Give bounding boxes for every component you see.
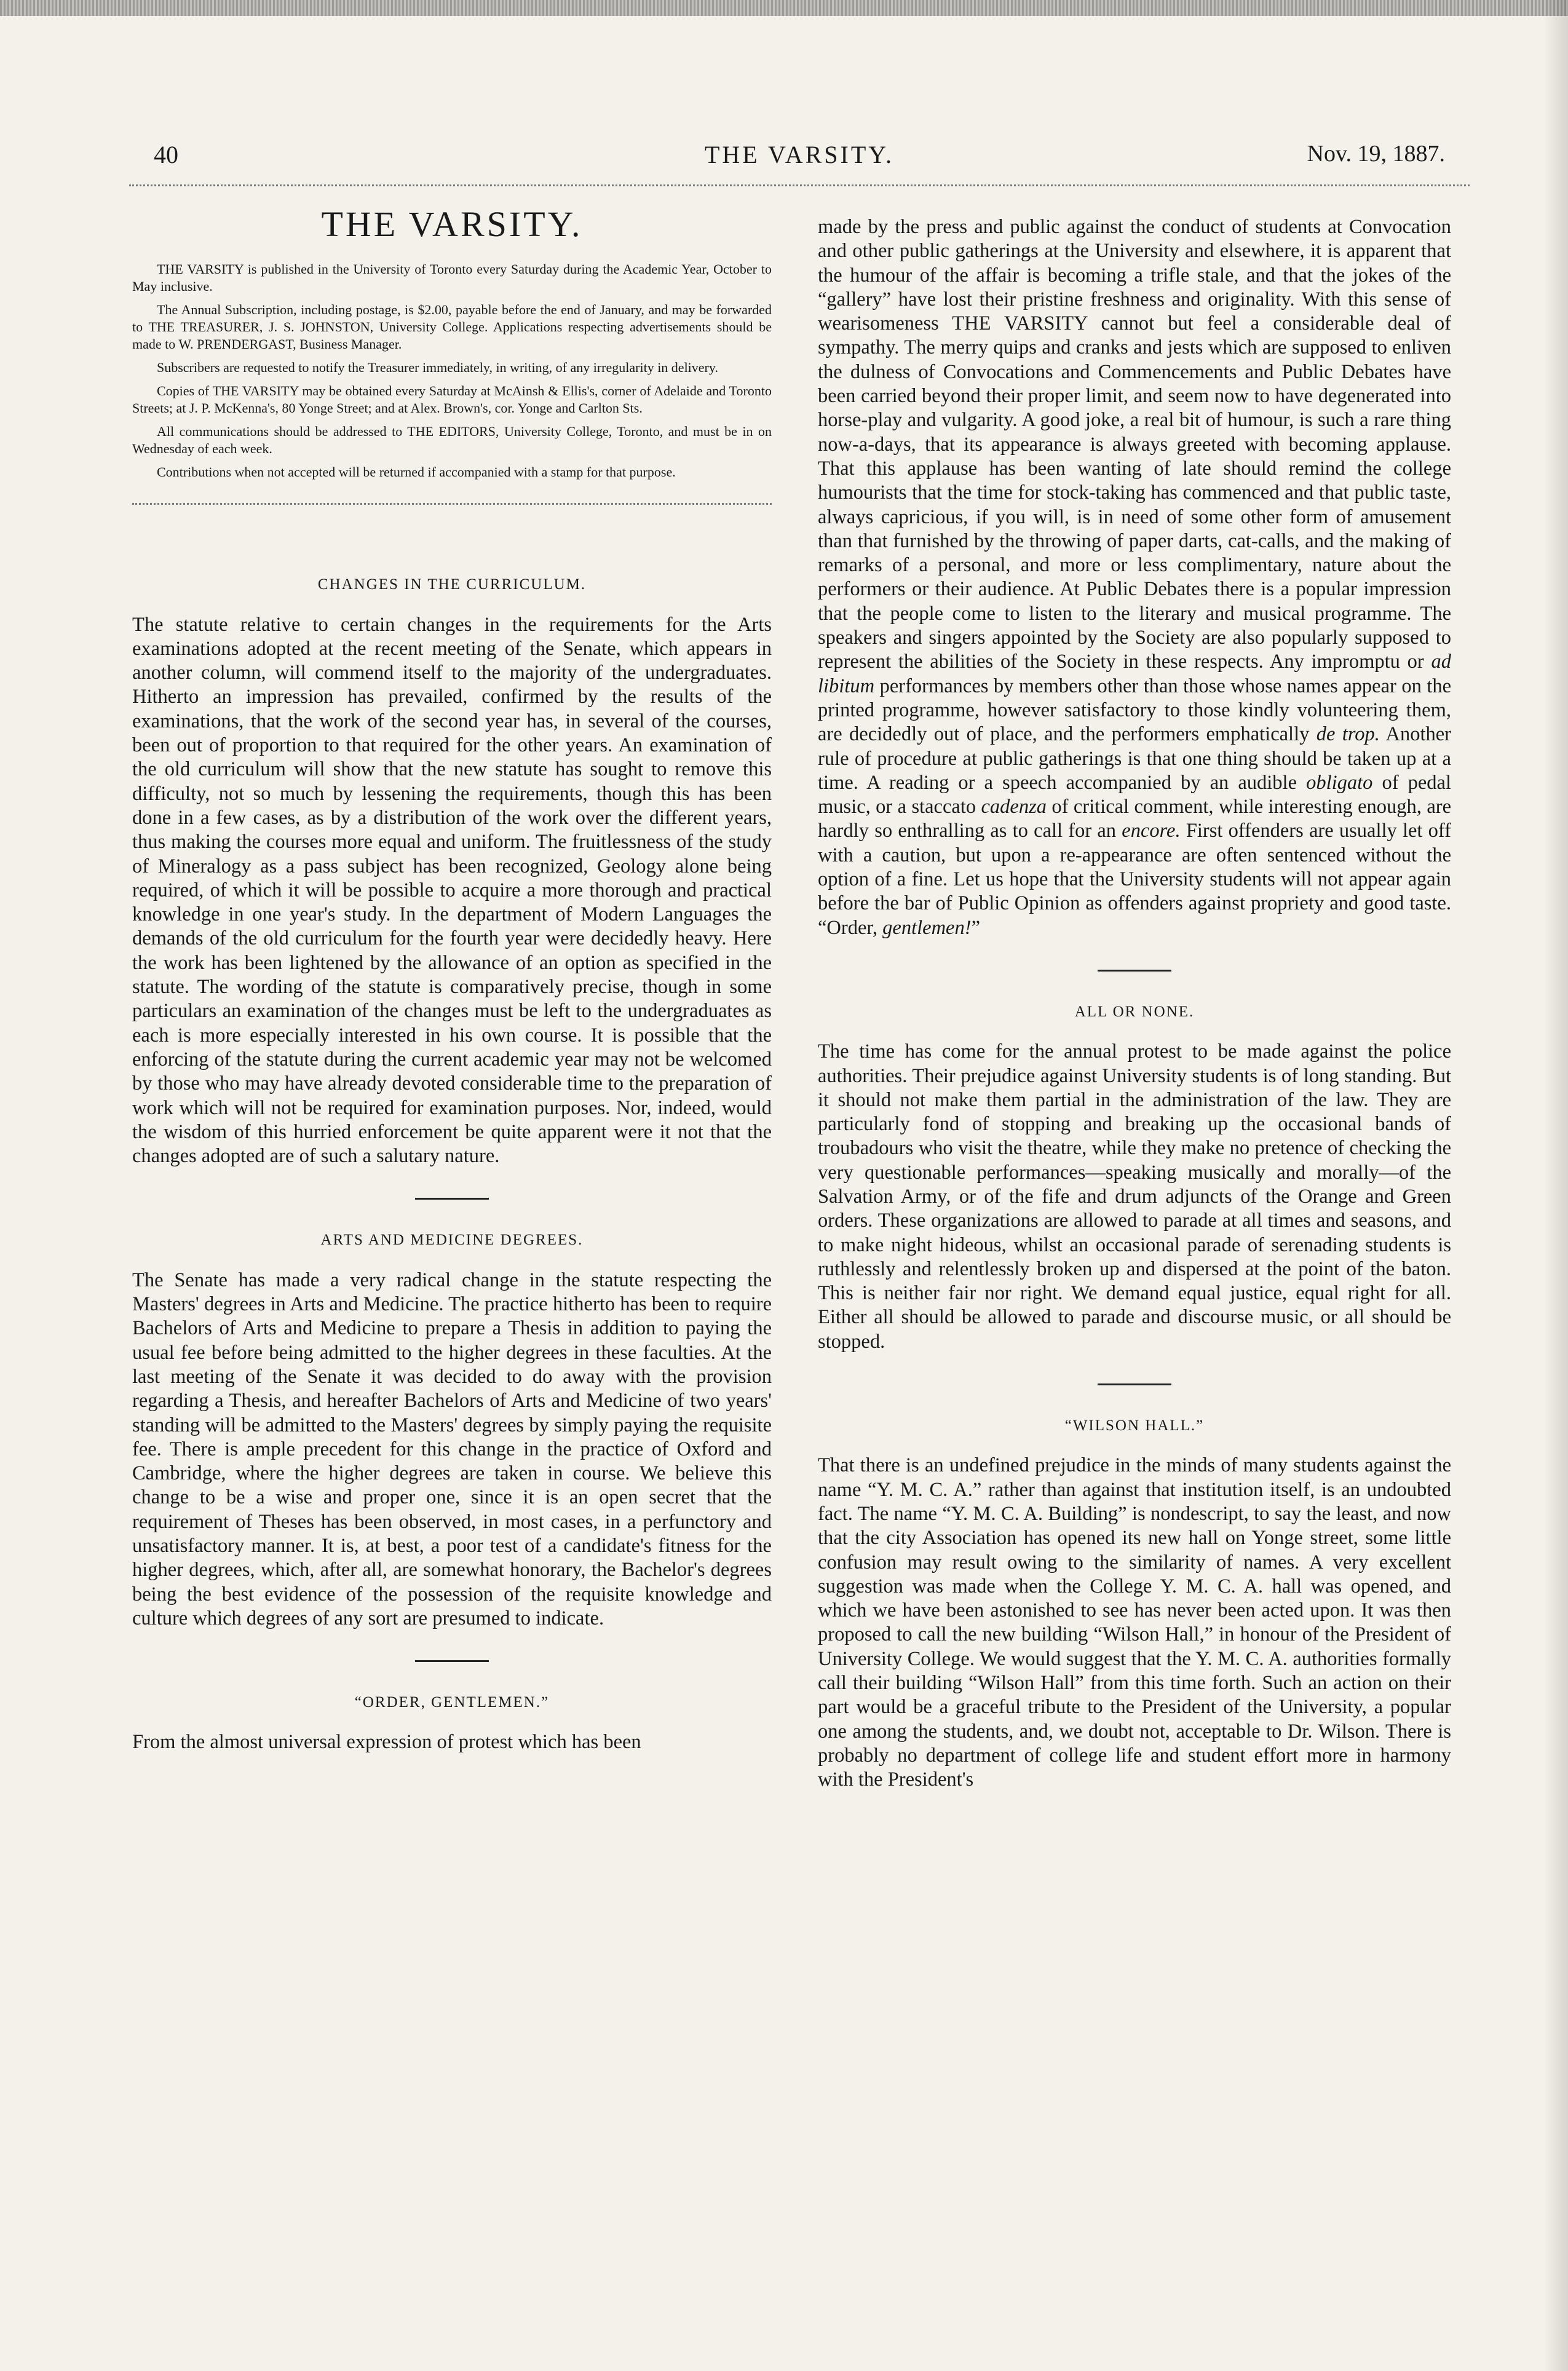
text-run: ” [971, 916, 980, 939]
masthead-rule [132, 503, 772, 505]
italic-run: ad libitum [818, 651, 1451, 697]
italic-run: obligato [1306, 771, 1373, 794]
article-body: The Senate has made a very radical change in the statute respecting the Masters' degrees in Arts and Medicine. The practice hitherto has been to require Bachelors of Arts and Medicine to prepare a Thesis in addition to paying the usual fee before being admitted to the higher degrees in these faculties. At the last meeting of the Senate it was decided to do away with the provision regarding a Thesis, and hereafter Bachelors of Arts and Medicine of two years' standing will be admitted to the Masters' degrees by simply paying the requisite fee. There is ample precedent for this change in the practice of Oxford and Cambridge, where the higher degrees are taken in course. We believe this change to be a wise and proper one, since it is an open secret that the requirement of Theses has been observed, in most cases, in a perfunctory and unsatisfactory manner. It is, at best, a poor test of a candidate's fitness for the higher degrees, which, after all, are somewhat honorary, the Bachelor's degrees being the best evidence of the possession of the requisite knowledge and culture which degrees of any sort are presumed to indicate. [132, 1269, 772, 1629]
top-edge-border [0, 0, 1568, 16]
italic-run: cadenza [981, 796, 1047, 818]
masthead-notice: Contributions when not accepted will be returned if accompanied with a stamp for that purpose. [157, 464, 676, 480]
article-body: The time has come for the annual protest to be made against the police authorities. Their prejudice against University students is of long standing. But it should not make them partial in the administration of the law. They are particularly fond of stopping and breaking up the occasional bands of troubadours who visit the theatre, while they make no pretence of checking the very questionable performances—speaking musically and morally—of the Salvation Army, or of the fife and drum adjuncts of the Orange and Green orders. These organizations are allowed to parade at all times and seasons, and to make night hideous, whilst an occasional parade of serenading students is ruthlessly and relentlessly broken up and dispersed at the point of the baton. This is neither fair nor right. We demand equal justice, equal right for all. Either all should be allowed to parade and discourse music, or all should be stopped. [818, 1040, 1451, 1353]
section-divider [1098, 970, 1171, 972]
text-run: of pedal music, or a staccato [818, 771, 1452, 818]
article-body: That there is an undefined prejudice in the minds of many students against the name “Y. M. C. A.” rather than against that institution itself, is an undoubted fact. The name “Y. M. C. A. Building” is nondescript, to say the least, and now that the city Association has opened its new hall on Yonge street, some little confusion may result owing to the similarity of names. A very excellent suggestion was made when the College Y. M. C. A. hall was opened, and which we have been astonished to see has never been acted upon. It was then proposed to call the new building “Wilson Hall,” in honour of the President of University College. We would suggest that the Y. M. C. A. authorities formally call their building “Wilson Hall” from this time forth. Such an action on their part would be a graceful tribute to the President of the University, a popular one among the students, and, we doubt not, acceptable to Dr. Wilson. There is probably no department of college life and student effort more in harmony with the President's [818, 1454, 1451, 1791]
text-run: performances by members other than those whose names appear on the printed programme, however satisfactory to those kindly volunteering them, are decidedly out of place, and the performers emphatically [818, 675, 1451, 746]
article-body: The statute relative to certain changes in the requirements for the Arts examinations adopted at the recent meeting of the Senate, which appears in another column, will commend itself to the majority of the undergraduates. Hitherto an impression has prevailed, confirmed by the results of the examinations, that the work of the second year has, in several of the courses, been out of proportion to that required for the other years. An examination of the old curriculum will show that the new statute has sought to remove this difficulty, not so much by lessening the requirements, though this has been done in a few cases, as by a distribution of the work over the different years, thus making the courses more equal and uniform. The fruitlessness of the study of Mineralogy as a pass subject has been recognized, Geology alone being required, of which it will be possible to acquire a more thorough and practical knowledge in one year's study. In the department of Modern Languages the demands of the old curriculum for the fourth year were decidedly heavy. Here the work has been lightened by the allowance of an option as specified in the statute. The wording of the statute is comparatively precise, though in some particulars an examination of the changes must be left to the undergraduates as each is more especially interested in his own course. It is possible that the enforcing of the statute during the current academic year may not be welcomed by those who may have already devoted considerable time to the preparation of work which will not be required for examination purposes. Nor, indeed, would the wisdom of this hurried enforcement be quite apparent were it not that the changes adopted are of such a salutary nature. [132, 613, 772, 1168]
text-run: of critical comment, while interesting enough, are hardly so enthralling as to call for an [818, 796, 1451, 842]
section-divider [1098, 1383, 1171, 1385]
article-title: ALL OR NONE. [1074, 1003, 1195, 1020]
section-divider [415, 1660, 489, 1662]
masthead-notice: All communications should be addressed to THE EDITORS, University College, Toronto, and must be in on Wednesday of each week. [132, 424, 772, 457]
text-run: made by the press and public against the conduct of students at Convocation and other public gatherings at the University and elsewhere, it is apparent that the humour of the affair is becoming a trifle stale, and that the jokes of the “gallery” have lost their pristine freshness and originality. With this sense of wearisomeness THE VARSITY cannot but feel a considerable deal of sympathy. The merry quips and cranks and jests which are supposed to enliven the dulness of Convocations and Commencements and Public Debates have been carried beyond their proper limit, and seem now to have degenerated into horse-play and vulgarity. A good joke, a real bit of humour, is such a rare thing now-a-days, that its appearance is always greeted with becoming applause. That this applause has been wanting of late should remind the college humourists that the time for stock-taking has commenced and that public taste, always capricious, if you will, is in need of some other form of amusement than that furnished by the throwing of paper darts, cat-calls, and the making of remarks of a personal, and more or less complimentary, nature about the performers or their audience. At Public Debates there is a popular impression that the people come to listen to the literary and musical programme. The speakers and singers appointed by the Society are also popularly supposed to represent the abilities of the Society in these respects. Any impromptu or [818, 216, 1451, 673]
masthead-title: THE VARSITY. [321, 204, 583, 244]
header-rule [129, 184, 1470, 186]
italic-run: gentlemen! [882, 916, 972, 939]
italic-run: encore. [1122, 820, 1181, 842]
page-edge-shadow [1543, 0, 1568, 2371]
text-run: First offenders are usually let off with a caution, but upon a re-appearance are often sentenced without the option of a fine. Let us hope that the University students will not appear again before the bar of Public Opinion as offenders against propriety and good taste. “Order, [818, 820, 1451, 939]
italic-run: de trop. [1316, 723, 1380, 746]
article-body: From the almost universal expression of protest which has been [132, 1731, 641, 1754]
issue-date: Nov. 19, 1887. [1307, 141, 1445, 167]
page-number: 40 [154, 141, 178, 168]
article-title: CHANGES IN THE CURRICULUM. [317, 576, 587, 593]
section-divider [415, 1198, 489, 1200]
running-head [154, 140, 1445, 183]
masthead-notice: Subscribers are requested to notify the Treasurer immediately, in writing, of any irregularity in delivery. [157, 360, 718, 376]
article-body-continued [818, 215, 1451, 940]
left-column [132, 204, 772, 2241]
article-title: “ORDER, GENTLEMEN.” [354, 1694, 550, 1711]
text-run: Another rule of procedure at public gatherings is that one thing should be taken up at a time. A reading or a speech accompanied by an audible [818, 723, 1451, 794]
right-column [818, 215, 1451, 2244]
masthead-notice: Copies of THE VARSITY may be obtained every Saturday at McAinsh & Ellis's, corner of Adelaide and Toronto Streets; at J. P. McKenna's, 80 Yonge Street; and at Alex. Brown's, cor. Yonge and Carlton Sts. [132, 383, 772, 416]
article-title: ARTS AND MEDICINE DEGREES. [320, 1232, 584, 1249]
article-title: “WILSON HALL.” [1064, 1417, 1205, 1435]
masthead-notice: THE VARSITY is published in the University of Toronto every Saturday during the Academic Year, October to May inclusive. [132, 261, 772, 295]
running-title: THE VARSITY. [704, 141, 895, 168]
masthead-notice: The Annual Subscription, including postage, is $2.00, payable before the end of January, and may be forwarded to THE TREASURER, J. S. JOHNSTON, University College. Applications respecting advertisements should be made to W. PRENDERGAST, Business Manager. [132, 302, 772, 352]
